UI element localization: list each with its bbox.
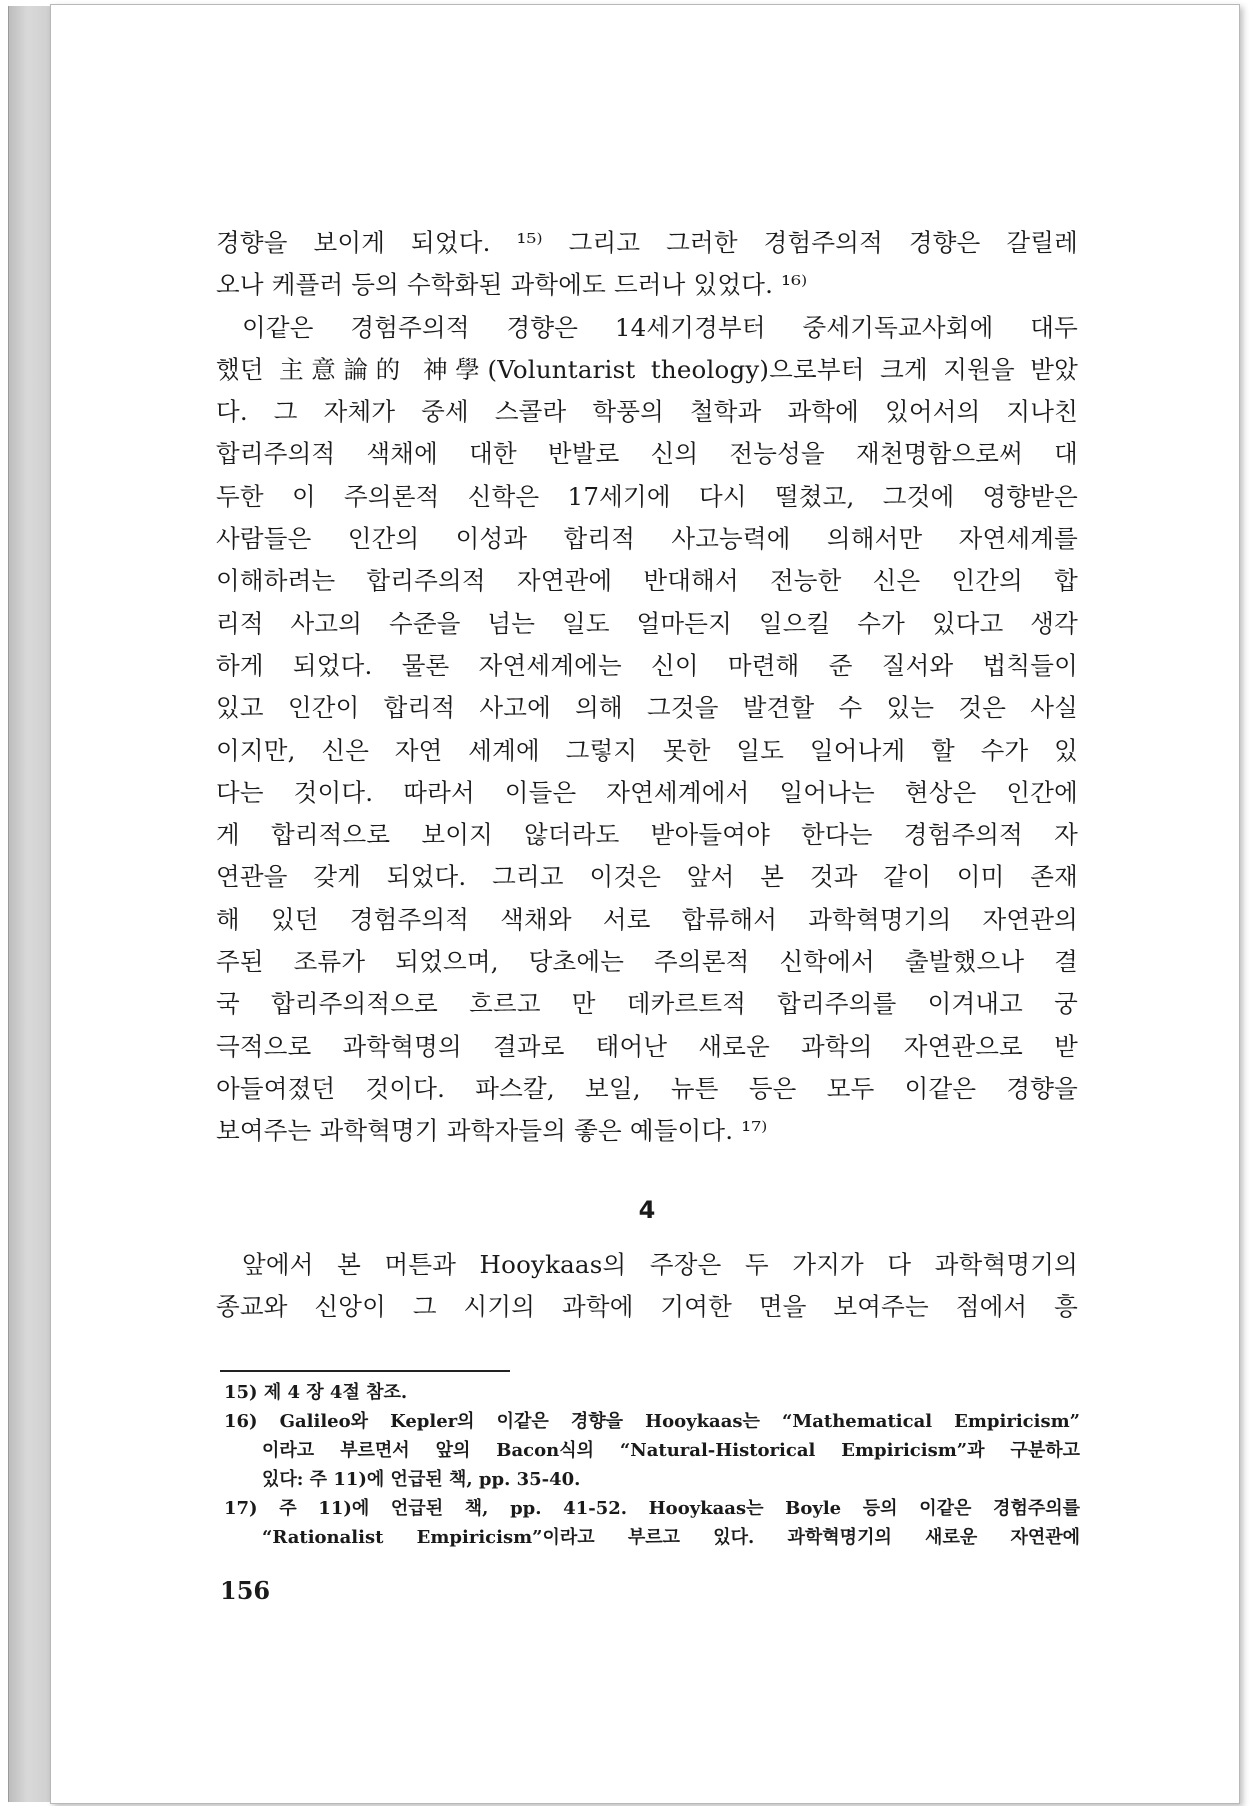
body-line: 주된 조류가 되었으며, 당초에는 주의론적 신학에서 출발했으나 결 xyxy=(216,947,1078,977)
book-spine xyxy=(8,6,51,1802)
page-number: 156 xyxy=(220,1576,271,1605)
footnote-line: 15) 제 4 장 4절 참조. xyxy=(224,1382,408,1403)
footnote-divider xyxy=(220,1370,510,1372)
body-line: 이지만, 신은 자연 세계에 그렇지 못한 일도 일어나게 할 수가 있 xyxy=(216,735,1078,765)
footnote-line: 있다: 주 11)에 언급된 책, pp. 35-40. xyxy=(262,1469,581,1490)
footnotes xyxy=(224,1378,1080,1552)
body-line: 연관을 갖게 되었다. 그리고 이것은 앞서 본 것과 같이 이미 존재 xyxy=(216,862,1078,892)
body-line: 했던 主意論的 神學(Voluntarist theology)으로부터 크게 지원을 받았 xyxy=(216,354,1078,384)
footnote-line: “Rationalist Empiricism”이라고 부르고 있다. 과학혁명기의 새로운 자연관에 xyxy=(262,1527,1080,1548)
body-line: 다는 것이다. 따라서 이들은 자연세계에서 일어나는 현상은 인간에 xyxy=(216,777,1078,807)
body-line: 이같은 경험주의적 경향은 14세기경부터 중세기독교사회에 대두 xyxy=(242,312,1078,342)
section-text xyxy=(216,1244,1078,1329)
body-line: 극적으로 과학혁명의 결과로 태어난 새로운 과학의 자연관으로 받 xyxy=(216,1031,1078,1061)
body-text xyxy=(216,222,1078,1153)
body-line: 오나 케플러 등의 수학화된 과학에도 드러나 있었다. ¹⁶⁾ xyxy=(216,270,808,300)
body-line: 있고 인간이 합리적 사고에 의해 그것을 발견할 수 있는 것은 사실 xyxy=(216,693,1078,723)
section-number: 4 xyxy=(638,1196,656,1224)
section-line: 앞에서 본 머튼과 Hooykaas의 주장은 두 가지가 다 과학혁명기의 xyxy=(242,1250,1078,1279)
footnote-line: 이라고 부르면서 앞의 Bacon식의 “Natural-Historical Empiricism”과 구분하고 xyxy=(262,1440,1080,1461)
footnote-line: 16) Galileo와 Kepler의 이같은 경향을 Hooykaas는 “Mathematical Empiricism” xyxy=(224,1411,1080,1432)
body-line: 해 있던 경험주의적 색채와 서로 합류해서 과학혁명기의 자연관의 xyxy=(216,904,1078,934)
body-line: 이해하려는 합리주의적 자연관에 반대해서 전능한 신은 인간의 합 xyxy=(216,566,1078,596)
body-line: 아들여졌던 것이다. 파스칼, 보일, 뉴튼 등은 모두 이같은 경향을 xyxy=(216,1073,1078,1103)
footnote-line: 17) 주 11)에 언급된 책, pp. 41-52. Hooykaas는 Boyle 등의 이같은 경험주의를 xyxy=(224,1498,1080,1519)
body-line: 합리주의적 색채에 대한 반발로 신의 전능성을 재천명함으로써 대 xyxy=(216,439,1078,469)
body-line: 다. 그 자체가 중세 스콜라 학풍의 철학과 과학에 있어서의 지나친 xyxy=(216,397,1078,427)
body-line: 두한 이 주의론적 신학은 17세기에 다시 떨쳤고, 그것에 영향받은 xyxy=(216,481,1078,511)
body-line: 보여주는 과학혁명기 과학자들의 좋은 예들이다. ¹⁷⁾ xyxy=(216,1116,768,1146)
section-line: 종교와 신앙이 그 시기의 과학에 기여한 면을 보여주는 점에서 흥 xyxy=(216,1292,1078,1322)
body-line: 하게 되었다. 물론 자연세계에는 신이 마련해 준 질서와 법칙들이 xyxy=(216,650,1078,680)
body-line: 사람들은 인간의 이성과 합리적 사고능력에 의해서만 자연세계를 xyxy=(216,524,1078,554)
body-line: 국 합리주의적으로 흐르고 만 데카르트적 합리주의를 이겨내고 궁 xyxy=(216,989,1078,1019)
body-line: 게 합리적으로 보이지 않더라도 받아들여야 한다는 경험주의적 자 xyxy=(216,820,1078,850)
body-line: 리적 사고의 수준을 넘는 일도 얼마든지 일으킬 수가 있다고 생각 xyxy=(216,608,1078,638)
body-line: 경향을 보이게 되었다. ¹⁵⁾ 그리고 그러한 경험주의적 경향은 갈릴레 xyxy=(216,228,1078,257)
